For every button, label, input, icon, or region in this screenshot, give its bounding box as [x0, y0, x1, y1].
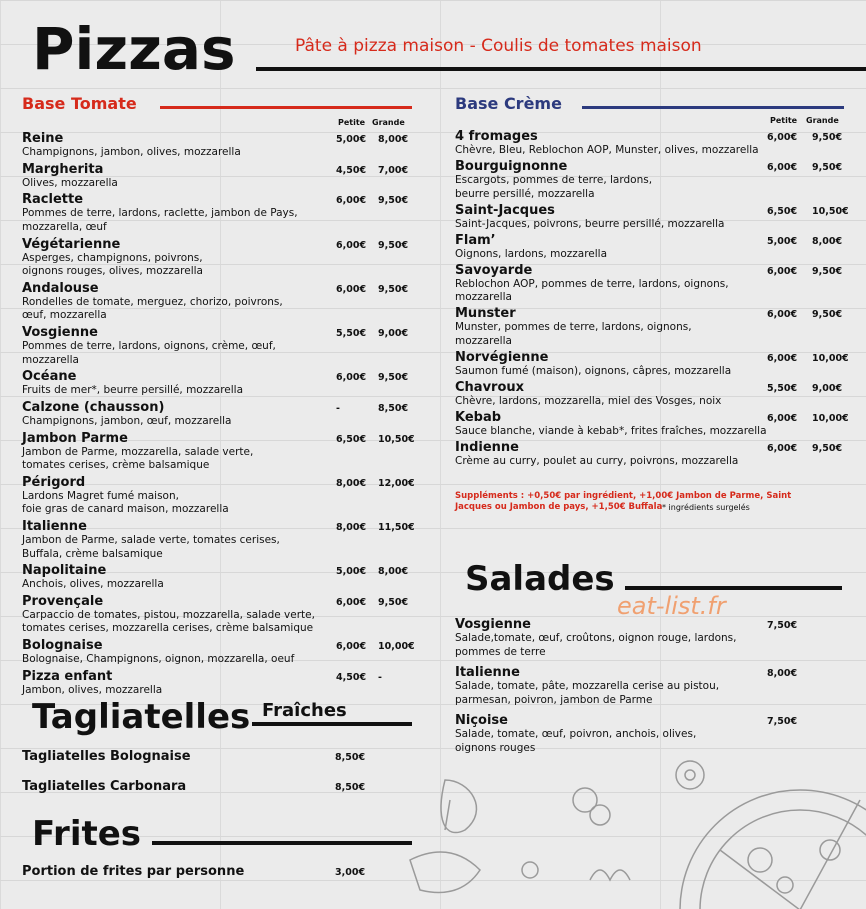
menu-item [455, 380, 721, 409]
menu-item-desc: Jambon, olives, mozzarella [22, 683, 163, 696]
salade-desc: parmesan, poivron, jambon de Parme [455, 693, 653, 706]
menu-item [455, 203, 724, 232]
menu-item-desc: Jambon de Parme, salade verte, tomates cerises, [22, 534, 280, 546]
menu-item-name: Vosgienne [22, 325, 98, 340]
menu-item-desc: mozzarella [455, 334, 512, 347]
menu-item-desc: mozzarella [455, 291, 512, 303]
menu-item [455, 410, 767, 439]
menu-item-name: Flam’ [455, 232, 496, 248]
price-large: 9,00€ [378, 328, 409, 339]
price-small: 5,00€ [336, 566, 367, 578]
price-large: 10,00€ [378, 641, 415, 653]
menu-item-desc: Carpaccio de tomates, pistou, mozzarella, salade verte, [22, 608, 315, 621]
salade-desc: Salade, tomate, œuf, poivron, anchois, olives, [455, 728, 697, 740]
dish-name: Tagliatelles Carbonara [22, 779, 187, 794]
menu-item-desc: Anchois, olives, mozzarella [22, 578, 164, 591]
price-small: - [336, 402, 340, 414]
dish-item [22, 779, 186, 794]
salade-name: Niçoise [455, 713, 508, 728]
menu-item [455, 159, 652, 201]
menu-item-name: Savoyarde [455, 262, 533, 278]
price-small: 6,00€ [767, 442, 798, 454]
menu-item-desc: Munster, pommes de terre, lardons, oignons, [455, 321, 692, 333]
menu-item-name: Jambon Parme [22, 430, 128, 446]
menu-item-name: Chavroux [455, 379, 525, 395]
menu-item [455, 233, 607, 262]
menu-item [22, 638, 294, 667]
menu-item-desc: tomates cerises, crème balsamique [22, 459, 210, 472]
menu-item-name: Napolitaine [22, 563, 107, 579]
price-large: 12,00€ [378, 477, 415, 489]
price-small: 4,50€ [336, 671, 367, 683]
menu-item [22, 281, 283, 323]
menu-item [22, 237, 203, 279]
menu-item-desc: Bolognaise, Champignons, oignon, mozzarella, oeuf [22, 653, 295, 666]
price-large: 11,50€ [378, 522, 415, 533]
price-small: 8,00€ [336, 477, 367, 489]
price-small: 8,00€ [336, 522, 367, 533]
base-tomate-heading: Base Tomate [22, 94, 137, 113]
frozen-note: * ingrédients surgelés [662, 503, 750, 512]
salade-name: Vosgienne [455, 617, 531, 632]
menu-item-name: Indienne [455, 439, 519, 455]
price-large: 10,50€ [378, 433, 415, 445]
salade-desc: Salade,tomate, œuf, croûtons, oignon rouge, lardons, [455, 632, 737, 644]
menu-item-desc: Asperges, champignons, poivrons, [22, 251, 203, 264]
price-large: 9,50€ [812, 162, 843, 173]
price-small: 6,00€ [767, 132, 798, 143]
menu-item-name: Italienne [22, 519, 87, 534]
menu-item-name: Margherita [22, 161, 104, 177]
salade-desc: oignons rouges [455, 741, 536, 754]
menu-item [22, 162, 118, 191]
price-small: 5,00€ [767, 235, 798, 247]
menu-item-name: Bourguignonne [455, 159, 568, 174]
price-small: 6,00€ [767, 412, 798, 424]
supplements-line-1: Suppléments : +0,50€ par ingrédient, +1,00€ Jambon de Parme, Saint [455, 491, 792, 501]
salade-name: Italienne [455, 665, 520, 680]
tagliatelles-rule [252, 722, 412, 726]
price-large: - [378, 671, 382, 683]
menu-item-desc: Jambon de Parme, mozzarella, salade verte, [22, 445, 254, 458]
salade-item [455, 665, 719, 707]
menu-item-name: Pizza enfant [22, 668, 113, 684]
price-small: 6,50€ [767, 205, 798, 217]
menu-item-desc: tomates cerises, mozzarella cerises, crème balsamique [22, 622, 314, 635]
salade-price: 8,00€ [767, 668, 798, 679]
price-small: 6,00€ [336, 641, 367, 653]
col-small-header-creme: Petite [770, 116, 798, 125]
menu-item-name: 4 fromages [455, 129, 538, 144]
price-large: 9,50€ [378, 596, 409, 608]
menu-item-desc: Saint-Jacques, poivrons, beurre persillé, mozzarella [455, 217, 725, 230]
price-small: 4,50€ [336, 164, 367, 176]
menu-item [455, 129, 759, 158]
menu-item [22, 563, 164, 592]
dish-price: 3,00€ [335, 867, 366, 878]
salade-item [455, 617, 737, 659]
price-large: 8,00€ [378, 566, 409, 578]
menu-item-desc: Pommes de terre, lardons, raclette, jambon de Pays, [22, 207, 298, 220]
menu-item-name: Norvégienne [455, 349, 549, 365]
menu-item [22, 400, 231, 429]
title-rule [256, 67, 866, 71]
dish-name: Portion de frites par personne [22, 864, 245, 879]
menu-item-name: Kebab [455, 409, 502, 425]
base-creme-heading: Base Crème [455, 94, 562, 113]
price-large: 9,50€ [812, 309, 843, 320]
menu-item-desc: foie gras de canard maison, mozzarella [22, 503, 229, 516]
price-small: 6,00€ [336, 372, 367, 384]
page-subtitle: Pâte à pizza maison - Coulis de tomates maison [295, 36, 702, 56]
menu-item-name: Munster [455, 306, 516, 321]
menu-item-desc: œuf, mozzarella [22, 309, 107, 322]
dish-name: Tagliatelles Bolognaise [22, 749, 191, 764]
price-large: 9,50€ [812, 265, 843, 277]
menu-item-desc: Pommes de terre, lardons, oignons, crème, œuf, [22, 340, 276, 352]
price-large: 9,50€ [378, 195, 409, 207]
salade-desc: pommes de terre [455, 645, 546, 658]
menu-item [22, 131, 241, 160]
price-large: 8,00€ [812, 235, 843, 247]
price-large: 9,50€ [812, 132, 843, 143]
menu-item-desc: Chèvre, lardons, mozzarella, miel des Vosges, noix [455, 394, 722, 407]
price-large: 8,00€ [378, 134, 409, 145]
menu-item [22, 669, 162, 698]
menu-item-name: Périgord [22, 474, 86, 490]
dish-item [22, 864, 244, 879]
dish-price: 8,50€ [335, 782, 366, 793]
menu-item-desc: Oignons, lardons, mozzarella [455, 247, 608, 260]
menu-item [22, 192, 298, 234]
price-large: 10,00€ [812, 412, 849, 424]
menu-item-desc: Olives, mozzarella [22, 176, 118, 189]
base-tomate-rule [160, 106, 412, 109]
menu-item-name: Saint-Jacques [455, 202, 555, 218]
menu-item-desc: Chèvre, Bleu, Reblochon AOP, Munster, olives, mozzarella [455, 144, 759, 156]
menu-item-desc: mozzarella, œuf [22, 220, 107, 233]
dish-item [22, 749, 191, 764]
menu-item-name: Raclette [22, 192, 84, 208]
menu-item-desc: Rondelles de tomate, merguez, chorizo, poivrons, [22, 295, 283, 308]
price-large: 10,50€ [812, 205, 849, 217]
col-large-header: Grande [372, 118, 405, 127]
menu-item [22, 594, 315, 636]
col-large-header-creme: Grande [806, 116, 839, 125]
pizza-sketch-illustration [390, 760, 866, 909]
menu-item [22, 369, 243, 398]
menu-item [22, 519, 280, 561]
page-title: Pizzas [32, 15, 236, 83]
col-small-header: Petite [338, 118, 366, 127]
menu-item [22, 431, 253, 473]
price-small: 6,00€ [336, 195, 367, 207]
menu-item-desc: Reblochon AOP, pommes de terre, lardons, oignons, [455, 277, 729, 290]
menu-item-name: Végétarienne [22, 236, 121, 252]
menu-item-desc: Buffala, crème balsamique [22, 547, 163, 560]
menu-item-desc: Fruits de mer*, beurre persillé, mozzarella [22, 384, 244, 397]
menu-item-desc: Champignons, jambon, olives, mozzarella [22, 146, 241, 158]
menu-item [455, 263, 729, 305]
menu-item-desc: Saumon fumé (maison), oignons, câpres, mozzarella [455, 364, 732, 377]
price-small: 6,00€ [336, 596, 367, 608]
menu-item [22, 475, 229, 517]
price-small: 6,00€ [767, 352, 798, 364]
menu-item-desc: oignons rouges, olives, mozzarella [22, 265, 203, 278]
price-small: 5,50€ [336, 328, 367, 339]
menu-item-desc: Champignons, jambon, œuf, mozzarella [22, 414, 232, 427]
base-creme-rule [582, 106, 844, 109]
salades-rule [625, 586, 842, 590]
tagliatelles-subtitle: Fraîches [262, 700, 347, 721]
price-large: 9,50€ [378, 283, 409, 295]
price-small: 5,50€ [767, 382, 798, 394]
price-small: 6,00€ [767, 265, 798, 277]
price-small: 6,00€ [767, 309, 798, 320]
price-large: 9,50€ [378, 372, 409, 384]
salade-price: 7,50€ [767, 620, 798, 631]
menu-item [455, 440, 738, 469]
price-large: 9,50€ [812, 442, 843, 454]
menu-item-desc: Sauce blanche, viande à kebab*, frites fraîches, mozzarella [455, 424, 767, 437]
price-small: 6,50€ [336, 433, 367, 445]
menu-item-desc: beurre persillé, mozzarella [455, 187, 595, 200]
menu-item-name: Provençale [22, 593, 104, 609]
menu-item-name: Reine [22, 131, 64, 146]
menu-item [22, 325, 276, 367]
menu-item-desc: Lardons Magret fumé maison, [22, 489, 179, 502]
menu-item-desc: Crème au curry, poulet au curry, poivrons, mozzarella [455, 454, 739, 467]
menu-item-name: Calzone (chausson) [22, 399, 165, 415]
price-small: 6,00€ [336, 283, 367, 295]
salade-price: 7,50€ [767, 716, 798, 727]
salades-heading: Salades [465, 559, 615, 599]
frites-rule [152, 841, 412, 845]
price-large: 9,00€ [812, 382, 843, 394]
price-small: 6,00€ [336, 239, 367, 251]
menu-item-desc: mozzarella [22, 353, 79, 366]
menu-item-desc: Escargots, pommes de terre, lardons, [455, 174, 653, 186]
dish-price: 8,50€ [335, 752, 366, 763]
menu-item-name: Andalouse [22, 280, 99, 296]
salade-desc: Salade, tomate, pâte, mozzarella cerise au pistou, [455, 680, 720, 692]
menu-item [455, 350, 731, 379]
menu-item-name: Bolognaise [22, 638, 103, 654]
price-small: 6,00€ [767, 162, 798, 173]
watermark: eat-list.fr [617, 592, 726, 620]
price-large: 9,50€ [378, 239, 409, 251]
price-large: 8,50€ [378, 402, 409, 414]
price-small: 5,00€ [336, 134, 367, 145]
salade-item [455, 713, 696, 755]
price-large: 10,00€ [812, 352, 849, 364]
frites-heading: Frites [32, 814, 142, 854]
menu-item-name: Océane [22, 369, 77, 385]
price-large: 7,00€ [378, 164, 409, 176]
menu-item [455, 306, 692, 348]
supplements-line-2: Jacques ou Jambon de pays, +1,50€ Buffala [455, 502, 663, 512]
tagliatelles-heading: Tagliatelles [32, 697, 251, 737]
